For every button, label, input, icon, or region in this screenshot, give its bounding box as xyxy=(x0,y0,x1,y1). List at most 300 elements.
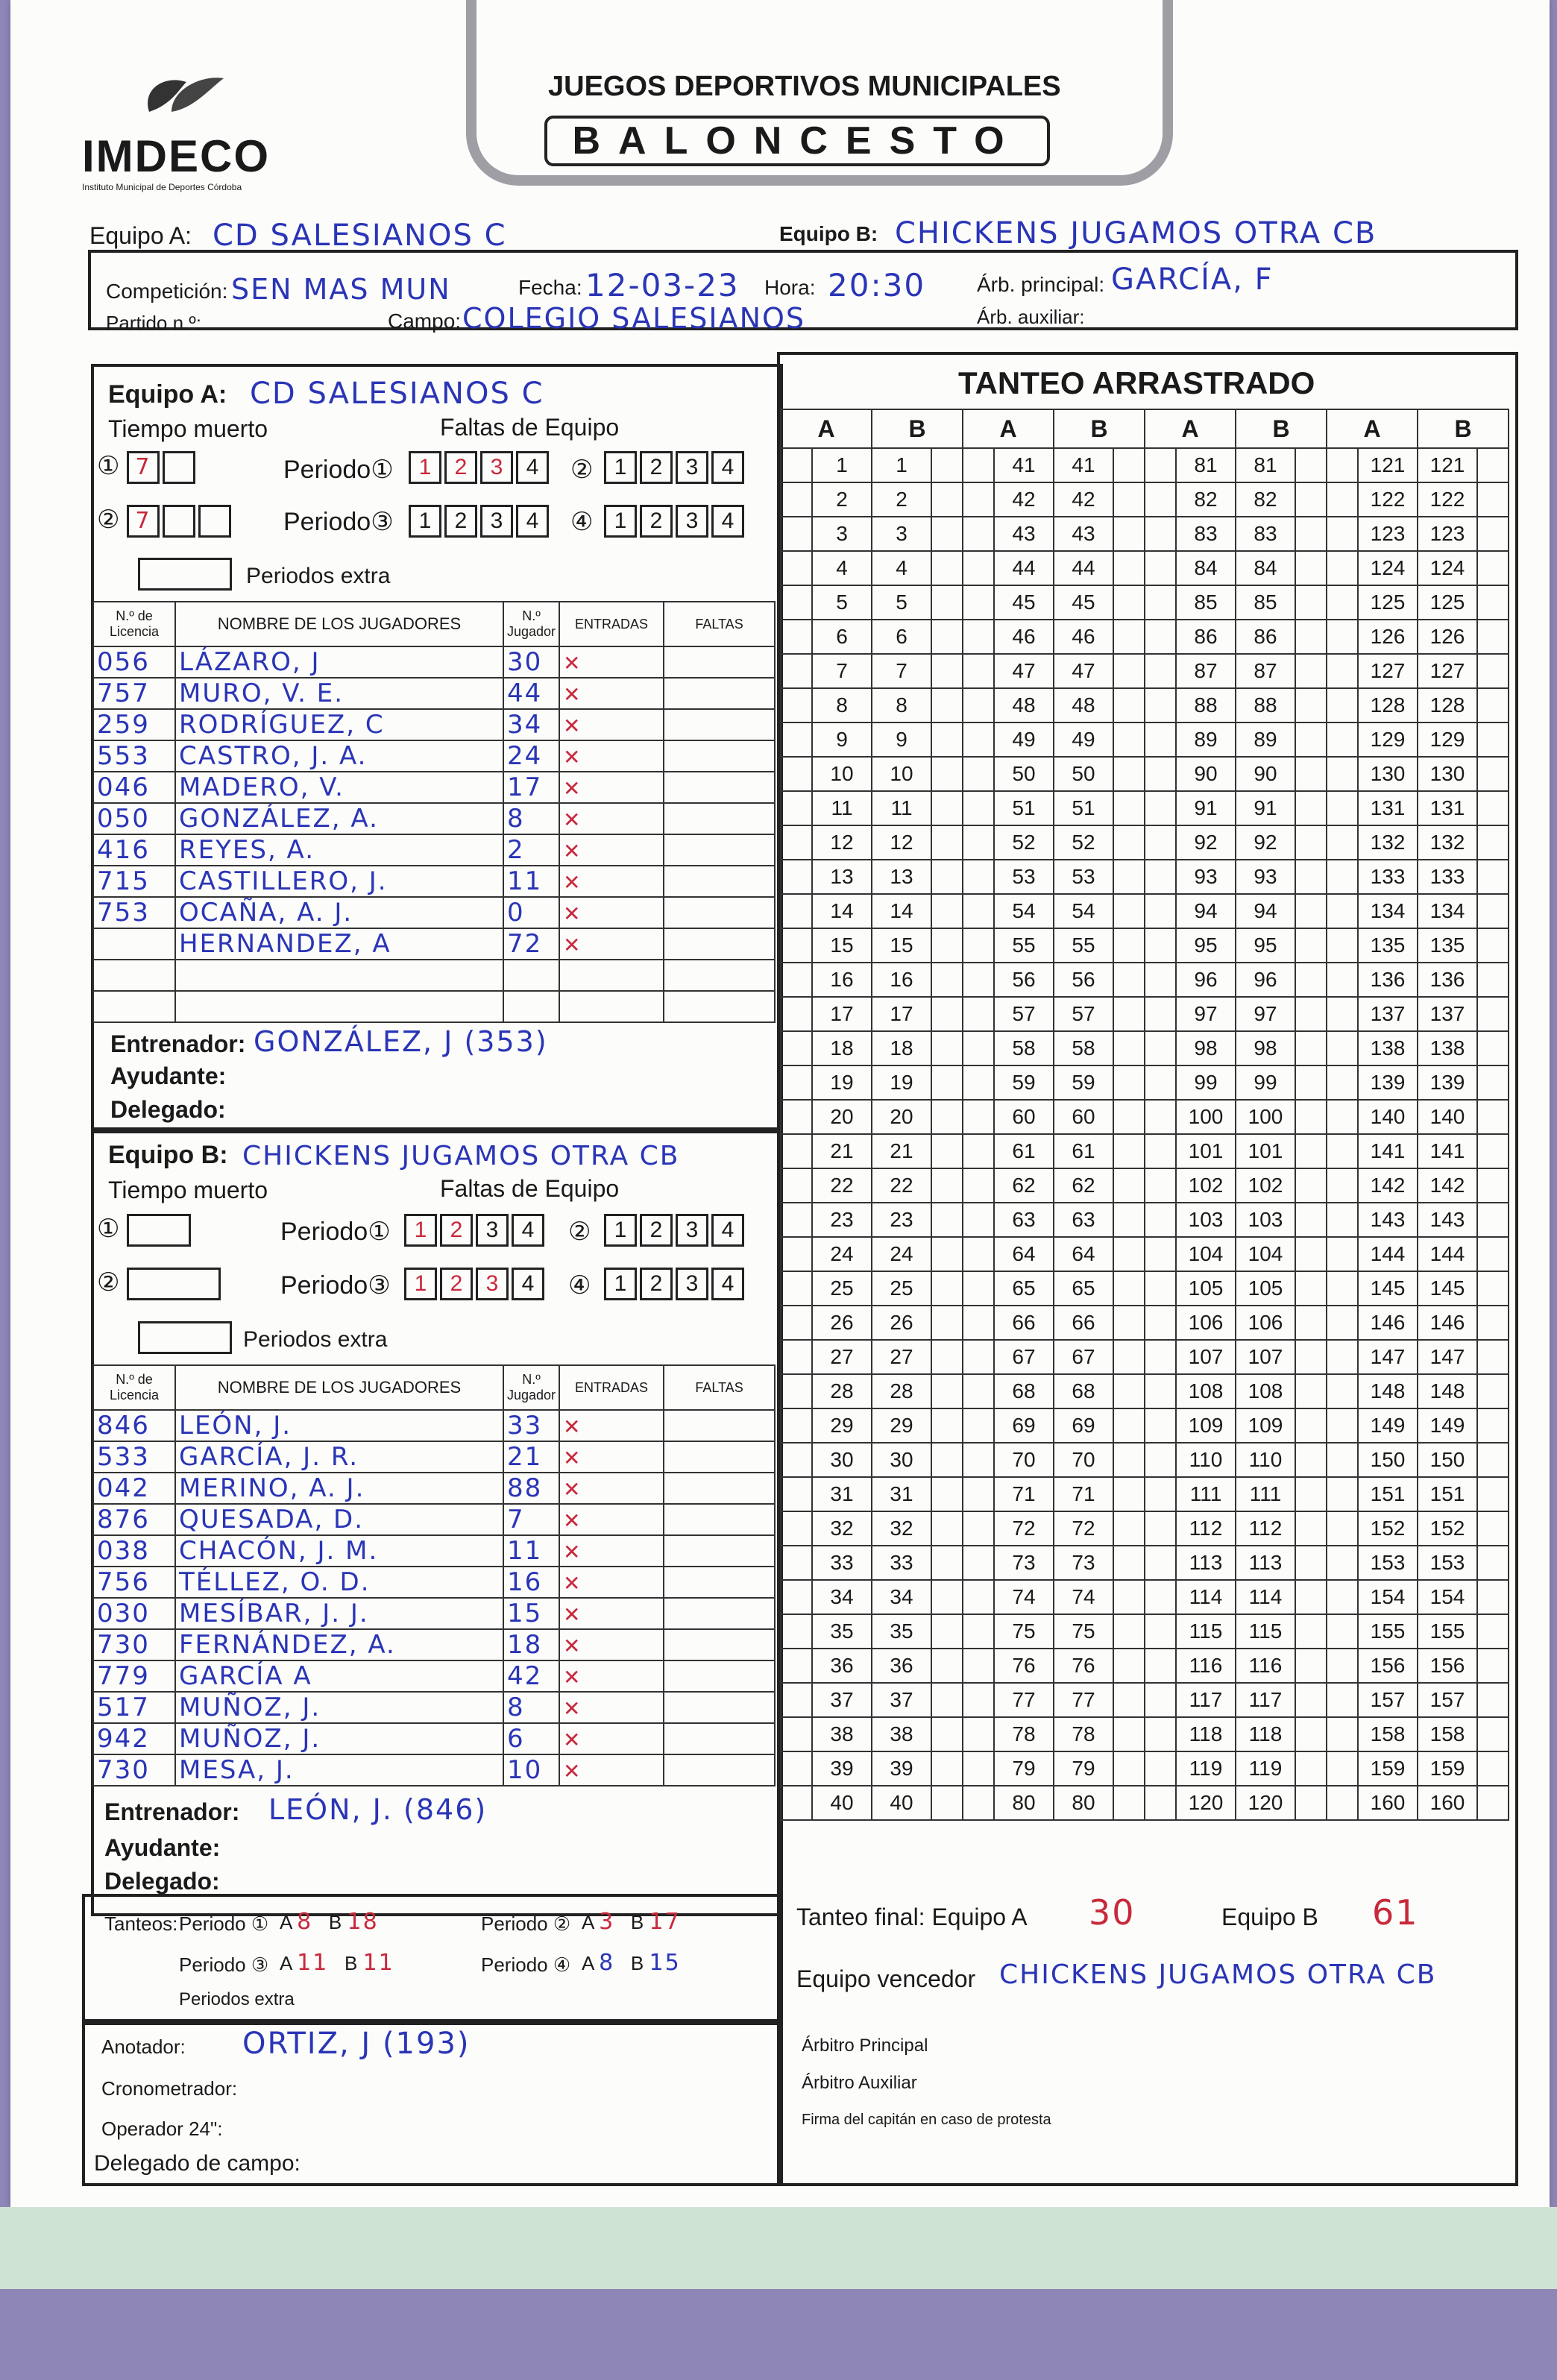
score-number: 2 xyxy=(872,482,931,517)
score-mark xyxy=(1145,1443,1176,1477)
score-mark xyxy=(1295,654,1327,688)
score-number: 50 xyxy=(1054,757,1113,791)
score-number: 77 xyxy=(1054,1683,1113,1717)
score-number: 111 xyxy=(1176,1477,1236,1511)
score-number: 21 xyxy=(872,1134,931,1168)
team-b-section-name: CHICKENS JUGAMOS OTRA CB xyxy=(242,1141,680,1171)
score-mark xyxy=(931,1031,963,1065)
p2-scores: A 3 B 17 xyxy=(582,1909,681,1935)
score-mark xyxy=(1145,482,1176,517)
score-number: 51 xyxy=(1054,791,1113,825)
score-mark xyxy=(1113,1271,1145,1306)
player-fouls xyxy=(664,709,775,740)
score-number: 80 xyxy=(994,1786,1054,1820)
score-mark xyxy=(1113,825,1145,860)
player-entries: ✕ xyxy=(559,740,664,772)
player-fouls xyxy=(664,1629,775,1660)
player-entries: ✕ xyxy=(559,1692,664,1723)
score-mark xyxy=(1477,1786,1509,1820)
score-mark xyxy=(781,688,812,722)
score-number: 26 xyxy=(812,1306,872,1340)
score-mark xyxy=(931,825,963,860)
score-number: 104 xyxy=(1176,1237,1236,1271)
score-number: 147 xyxy=(1358,1340,1418,1374)
score-number: 157 xyxy=(1358,1683,1418,1717)
player-number: 18 xyxy=(503,1629,559,1660)
score-number: 60 xyxy=(994,1100,1054,1134)
score-number: 121 xyxy=(1418,448,1477,482)
score-mark xyxy=(1477,551,1509,585)
team-b-section-label: Equipo B: xyxy=(108,1141,228,1169)
score-number: 35 xyxy=(812,1614,872,1649)
score-number: 55 xyxy=(1054,928,1113,963)
score-mark xyxy=(1477,757,1509,791)
score-number: 157 xyxy=(1418,1683,1477,1717)
score-mark xyxy=(1145,928,1176,963)
player-entries: ✕ xyxy=(559,709,664,740)
score-body xyxy=(781,448,1509,1820)
score-number: 84 xyxy=(1236,551,1295,585)
score-number: 34 xyxy=(872,1580,931,1614)
score-mark xyxy=(781,928,812,963)
team-b-timeouts-row1: ① xyxy=(97,1214,194,1247)
score-number: 48 xyxy=(994,688,1054,722)
score-number: 86 xyxy=(1236,620,1295,654)
score-number: 150 xyxy=(1418,1443,1477,1477)
score-mark xyxy=(1327,1408,1358,1443)
score-mark xyxy=(931,1717,963,1751)
score-number: 140 xyxy=(1358,1100,1418,1134)
score-number: 71 xyxy=(1054,1477,1113,1511)
score-number: 93 xyxy=(1176,860,1236,894)
score-number: 76 xyxy=(994,1649,1054,1683)
score-mark xyxy=(1477,997,1509,1031)
score-mark xyxy=(963,1683,994,1717)
score-number: 145 xyxy=(1358,1271,1418,1306)
player-row xyxy=(93,928,775,960)
team-a-label: Equipo A: xyxy=(89,222,192,249)
score-number: 42 xyxy=(1054,482,1113,517)
score-number: 113 xyxy=(1236,1546,1295,1580)
score-number: 108 xyxy=(1176,1374,1236,1408)
score-mark xyxy=(1477,482,1509,517)
final-score-b-label: Equipo B xyxy=(1221,1904,1318,1930)
score-row xyxy=(781,620,1509,654)
score-mark xyxy=(781,860,812,894)
player-license: 942 xyxy=(93,1723,175,1754)
score-number: 149 xyxy=(1358,1408,1418,1443)
tanteos-label: Tanteos: xyxy=(104,1912,178,1935)
score-number: 24 xyxy=(872,1237,931,1271)
score-number: 99 xyxy=(1236,1065,1295,1100)
score-number: 32 xyxy=(812,1511,872,1546)
score-number: 103 xyxy=(1236,1203,1295,1237)
score-number: 13 xyxy=(872,860,931,894)
team-a-section-name: CD SALESIANOS C xyxy=(250,377,544,411)
player-license: 779 xyxy=(93,1660,175,1692)
score-number: 82 xyxy=(1176,482,1236,517)
sport-title: BALONCESTO xyxy=(544,116,1050,166)
score-mark xyxy=(1295,1580,1327,1614)
score-number: 12 xyxy=(812,825,872,860)
score-mark xyxy=(931,1511,963,1546)
score-number: 46 xyxy=(1054,620,1113,654)
timeout-box xyxy=(163,451,195,484)
score-col-header: B xyxy=(1236,409,1327,448)
player-row xyxy=(93,1535,775,1567)
score-mark xyxy=(1145,1031,1176,1065)
score-mark xyxy=(1295,1065,1327,1100)
score-number: 49 xyxy=(1054,722,1113,757)
score-row xyxy=(781,1203,1509,1237)
score-number: 37 xyxy=(872,1683,931,1717)
score-number: 89 xyxy=(1176,722,1236,757)
score-mark xyxy=(963,517,994,551)
score-mark xyxy=(1145,1683,1176,1717)
score-number: 20 xyxy=(812,1100,872,1134)
score-number: 38 xyxy=(872,1717,931,1751)
score-mark xyxy=(1295,1751,1327,1786)
score-mark xyxy=(1327,722,1358,757)
score-mark xyxy=(1295,1374,1327,1408)
score-number: 146 xyxy=(1418,1306,1477,1340)
score-number: 131 xyxy=(1358,791,1418,825)
score-number: 109 xyxy=(1176,1408,1236,1443)
score-mark xyxy=(931,688,963,722)
player-fouls xyxy=(664,834,775,866)
player-license: 050 xyxy=(93,803,175,834)
score-mark xyxy=(1145,1237,1176,1271)
player-fouls xyxy=(664,1567,775,1598)
score-mark xyxy=(1145,1546,1176,1580)
player-license: 757 xyxy=(93,678,175,709)
score-mark xyxy=(1113,1751,1145,1786)
p1-scores: A 8 B 18 xyxy=(280,1909,379,1935)
score-mark xyxy=(781,1306,812,1340)
score-mark xyxy=(781,1683,812,1717)
score-mark xyxy=(1327,1374,1358,1408)
score-number: 116 xyxy=(1236,1649,1295,1683)
score-number: 59 xyxy=(1054,1065,1113,1100)
team-a-fouls-label: Faltas de Equipo xyxy=(440,414,620,441)
player-entries: ✕ xyxy=(559,866,664,897)
score-mark xyxy=(1145,654,1176,688)
player-row xyxy=(93,1410,775,1441)
score-number: 123 xyxy=(1358,517,1418,551)
anotador-value: ORTIZ, J (193) xyxy=(242,2027,471,2061)
score-number: 146 xyxy=(1358,1306,1418,1340)
score-mark xyxy=(1113,1546,1145,1580)
player-entries: ✕ xyxy=(559,1441,664,1473)
score-number: 25 xyxy=(812,1271,872,1306)
score-mark xyxy=(1145,963,1176,997)
score-mark xyxy=(1327,757,1358,791)
score-mark xyxy=(781,1168,812,1203)
score-mark xyxy=(1477,448,1509,482)
score-number: 63 xyxy=(1054,1203,1113,1237)
score-number: 10 xyxy=(812,757,872,791)
score-mark xyxy=(931,1786,963,1820)
score-number: 14 xyxy=(812,894,872,928)
score-mark xyxy=(963,722,994,757)
score-mark xyxy=(1295,722,1327,757)
score-number: 87 xyxy=(1176,654,1236,688)
score-number: 88 xyxy=(1236,688,1295,722)
score-mark xyxy=(1295,1271,1327,1306)
score-mark xyxy=(1327,1649,1358,1683)
score-number: 158 xyxy=(1358,1717,1418,1751)
score-number: 75 xyxy=(994,1614,1054,1649)
player-number: 7 xyxy=(503,1504,559,1535)
score-number: 17 xyxy=(872,997,931,1031)
foul-box: 2 xyxy=(444,505,477,538)
score-mark xyxy=(1113,1580,1145,1614)
score-mark xyxy=(1477,1649,1509,1683)
score-mark xyxy=(1327,551,1358,585)
score-mark xyxy=(931,1443,963,1477)
player-license xyxy=(93,960,175,991)
player-number: 6 xyxy=(503,1723,559,1754)
score-mark xyxy=(1477,1031,1509,1065)
score-number: 73 xyxy=(1054,1546,1113,1580)
score-mark xyxy=(781,517,812,551)
faltas-header: FALTAS xyxy=(664,1365,775,1410)
score-number: 95 xyxy=(1176,928,1236,963)
score-mark xyxy=(1113,551,1145,585)
score-mark xyxy=(1113,1306,1145,1340)
player-name: FERNÁNDEZ, A. xyxy=(175,1629,503,1660)
player-number: 2 xyxy=(503,834,559,866)
score-mark xyxy=(931,551,963,585)
score-mark xyxy=(781,1511,812,1546)
score-mark xyxy=(963,1443,994,1477)
player-number: 0 xyxy=(503,897,559,928)
score-number: 49 xyxy=(994,722,1054,757)
score-number: 119 xyxy=(1236,1751,1295,1786)
score-mark xyxy=(963,894,994,928)
score-mark xyxy=(781,482,812,517)
score-mark xyxy=(1327,1031,1358,1065)
score-number: 118 xyxy=(1236,1717,1295,1751)
score-row xyxy=(781,1614,1509,1649)
p1-label: Periodo ① xyxy=(179,1912,269,1935)
score-mark xyxy=(931,1134,963,1168)
score-number: 106 xyxy=(1176,1306,1236,1340)
score-mark xyxy=(1327,1546,1358,1580)
score-number: 99 xyxy=(1176,1065,1236,1100)
score-row xyxy=(781,1751,1509,1786)
score-number: 66 xyxy=(1054,1306,1113,1340)
score-number: 64 xyxy=(1054,1237,1113,1271)
player-entries xyxy=(559,960,664,991)
jugador-header: N.º Jugador xyxy=(503,602,559,646)
score-number: 51 xyxy=(994,791,1054,825)
score-mark xyxy=(781,1065,812,1100)
player-name: TÉLLEZ, O. D. xyxy=(175,1567,503,1598)
score-mark xyxy=(1295,448,1327,482)
score-mark xyxy=(1477,688,1509,722)
player-name: CHACÓN, J. M. xyxy=(175,1535,503,1567)
score-col-header: B xyxy=(872,409,963,448)
entradas-header: ENTRADAS xyxy=(559,602,664,646)
score-number: 25 xyxy=(872,1271,931,1306)
score-row xyxy=(781,1546,1509,1580)
score-number: 1 xyxy=(812,448,872,482)
team-a-coach-label: Entrenador: xyxy=(110,1030,246,1057)
player-row xyxy=(93,1504,775,1535)
score-number: 62 xyxy=(1054,1168,1113,1203)
winner-label: Equipo vencedor xyxy=(796,1965,976,1992)
score-number: 122 xyxy=(1358,482,1418,517)
player-license: 876 xyxy=(93,1504,175,1535)
score-number: 117 xyxy=(1236,1683,1295,1717)
score-number: 107 xyxy=(1176,1340,1236,1374)
score-number: 9 xyxy=(872,722,931,757)
folder-edge xyxy=(0,2207,1557,2289)
score-mark xyxy=(1477,1374,1509,1408)
team-a-player-rows xyxy=(93,646,775,1022)
score-row xyxy=(781,517,1509,551)
score-number: 36 xyxy=(812,1649,872,1683)
score-number: 107 xyxy=(1236,1340,1295,1374)
score-mark xyxy=(931,1168,963,1203)
score-number: 20 xyxy=(872,1100,931,1134)
score-row xyxy=(781,1408,1509,1443)
score-mark xyxy=(1113,1511,1145,1546)
score-number: 53 xyxy=(1054,860,1113,894)
score-number: 17 xyxy=(812,997,872,1031)
player-row xyxy=(93,1567,775,1598)
score-col-header: A xyxy=(1145,409,1236,448)
score-mark xyxy=(1113,1786,1145,1820)
score-number: 89 xyxy=(1236,722,1295,757)
score-mark xyxy=(931,791,963,825)
player-license: 730 xyxy=(93,1754,175,1786)
score-mark xyxy=(1113,1649,1145,1683)
score-number: 57 xyxy=(994,997,1054,1031)
score-number: 90 xyxy=(1236,757,1295,791)
sheet-title: JUEGOS DEPORTIVOS MUNICIPALES xyxy=(548,71,1061,102)
score-number: 100 xyxy=(1176,1100,1236,1134)
score-mark xyxy=(781,1443,812,1477)
player-fouls xyxy=(664,1692,775,1723)
score-number: 136 xyxy=(1358,963,1418,997)
jugador-header: N.º Jugador xyxy=(503,1365,559,1410)
score-mark xyxy=(1477,722,1509,757)
player-license: 533 xyxy=(93,1441,175,1473)
score-mark xyxy=(963,1203,994,1237)
score-number: 69 xyxy=(994,1408,1054,1443)
score-mark xyxy=(931,1237,963,1271)
score-number: 53 xyxy=(994,860,1054,894)
score-number: 113 xyxy=(1176,1546,1236,1580)
score-mark xyxy=(781,1374,812,1408)
operador-label: Operador 24": xyxy=(101,2118,223,2140)
player-row xyxy=(93,1692,775,1723)
player-row xyxy=(93,897,775,928)
score-mark xyxy=(1327,517,1358,551)
score-number: 148 xyxy=(1418,1374,1477,1408)
score-mark xyxy=(781,1408,812,1443)
score-mark xyxy=(1295,585,1327,620)
score-mark xyxy=(1145,1203,1176,1237)
p4-label: Periodo ④ xyxy=(481,1954,571,1976)
score-row xyxy=(781,894,1509,928)
score-mark xyxy=(963,654,994,688)
score-mark xyxy=(931,757,963,791)
foul-box: 1 xyxy=(604,451,637,484)
score-number: 44 xyxy=(1054,551,1113,585)
partido-label: Partido n.º: xyxy=(106,312,202,334)
team-a-players-table xyxy=(92,601,776,1023)
score-number: 43 xyxy=(994,517,1054,551)
score-mark xyxy=(1145,791,1176,825)
score-mark xyxy=(963,928,994,963)
foul-box: 4 xyxy=(516,505,549,538)
player-number: 11 xyxy=(503,866,559,897)
foul-box: 3 xyxy=(676,505,708,538)
player-row xyxy=(93,709,775,740)
score-number: 40 xyxy=(872,1786,931,1820)
score-mark xyxy=(1145,1408,1176,1443)
team-a-timeout-label: Tiempo muerto xyxy=(108,415,268,442)
player-fouls xyxy=(664,678,775,709)
score-number: 130 xyxy=(1358,757,1418,791)
score-number: 132 xyxy=(1358,825,1418,860)
score-number: 95 xyxy=(1236,928,1295,963)
fecha-value: 12-03-23 xyxy=(585,267,740,303)
score-row xyxy=(781,1717,1509,1751)
score-mark xyxy=(781,1203,812,1237)
score-mark xyxy=(1327,1237,1358,1271)
score-mark xyxy=(1327,1443,1358,1477)
score-mark xyxy=(1113,928,1145,963)
score-number: 14 xyxy=(872,894,931,928)
score-mark xyxy=(963,1614,994,1649)
score-mark xyxy=(1477,1237,1509,1271)
score-mark xyxy=(1295,1786,1327,1820)
score-number: 58 xyxy=(994,1031,1054,1065)
score-mark xyxy=(1113,448,1145,482)
score-mark xyxy=(1477,654,1509,688)
score-mark xyxy=(1295,997,1327,1031)
score-number: 112 xyxy=(1176,1511,1236,1546)
score-number: 28 xyxy=(812,1374,872,1408)
team-b-p3-fouls: 1 2 3 4 xyxy=(404,1268,547,1300)
score-mark xyxy=(1113,1683,1145,1717)
score-number: 30 xyxy=(812,1443,872,1477)
score-mark xyxy=(963,551,994,585)
score-number: 68 xyxy=(994,1374,1054,1408)
score-mark xyxy=(1295,1511,1327,1546)
score-mark xyxy=(1295,1683,1327,1717)
player-license: 553 xyxy=(93,740,175,772)
nombre-header: NOMBRE DE LOS JUGADORES xyxy=(175,1365,503,1410)
score-number: 97 xyxy=(1176,997,1236,1031)
score-number: 59 xyxy=(994,1065,1054,1100)
score-mark xyxy=(1327,1203,1358,1237)
player-number: 42 xyxy=(503,1660,559,1692)
score-number: 45 xyxy=(1054,585,1113,620)
score-number: 12 xyxy=(872,825,931,860)
foul-box: 2 xyxy=(444,451,477,484)
score-row xyxy=(781,1271,1509,1306)
score-col-header: B xyxy=(1418,409,1509,448)
score-mark xyxy=(1145,757,1176,791)
score-number: 109 xyxy=(1236,1408,1295,1443)
score-number: 154 xyxy=(1418,1580,1477,1614)
score-number: 21 xyxy=(812,1134,872,1168)
